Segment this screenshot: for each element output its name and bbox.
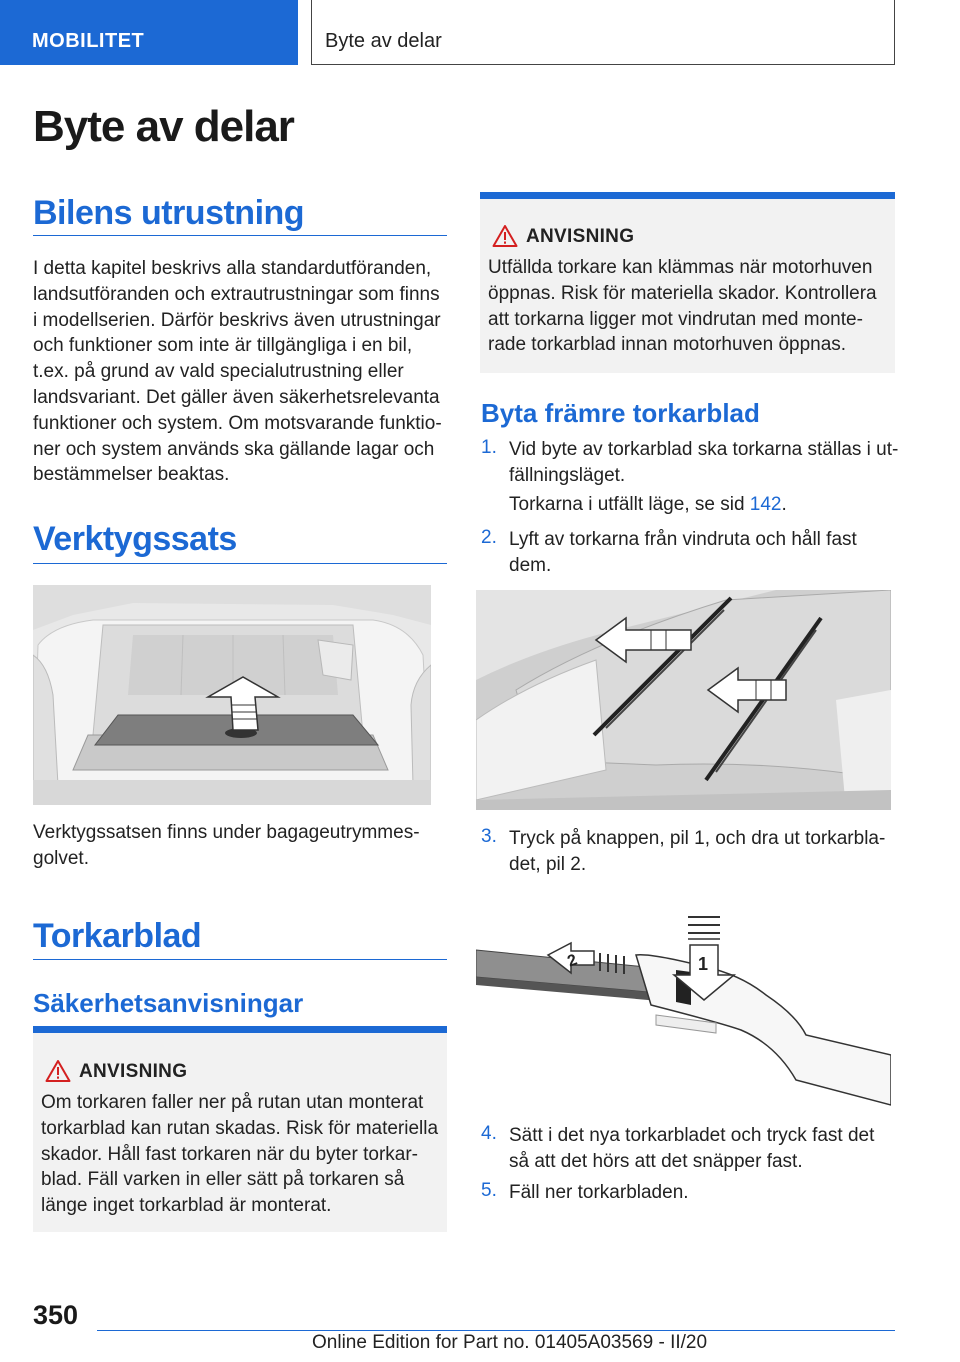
- heading-bilens-utrustning: Bilens utrustning: [33, 194, 305, 232]
- page-link-142[interactable]: 142: [749, 494, 782, 515]
- toolkit-caption: Verktygssatsen finns under bagageutrymmes‐ golvet.: [33, 822, 420, 869]
- heading-verktygssats: Verktygssats: [33, 520, 237, 558]
- heading-torkarblad: Torkarblad: [33, 917, 202, 955]
- warning-box-left: [33, 1026, 447, 1232]
- chapter-title: Byte av delar: [325, 30, 442, 52]
- step-1-note: Torkarna i utfällt läge, se sid 142.: [509, 494, 787, 515]
- footer-rule: [97, 1330, 895, 1331]
- step-3-text: Tryck på knappen, pil 1, och dra ut torkarbla‐ det, pil 2.: [509, 828, 886, 875]
- step-number: 5.: [481, 1180, 497, 1201]
- step-number: 4.: [481, 1123, 497, 1144]
- step-number: 2.: [481, 527, 497, 548]
- step-number: 1.: [481, 437, 497, 458]
- heading-sakerhetsanvisningar: Säkerhetsanvisningar: [33, 988, 304, 1018]
- page-title: Byte av delar: [33, 102, 294, 151]
- rule: [33, 959, 447, 960]
- windshield-wipers-image: [476, 590, 891, 810]
- warning-box-right: [480, 192, 895, 373]
- intro-paragraph: I detta kapitel beskrivs alla standardutföranden, landsutföranden och extrautrustningar som finns i modellserien. Därför beskrivs även utrustningar och funktioner som inte är tillgängliga i en bil, t.ex. på grund av vald specialutrustning eller landsvariant. Det gäller även säkerhetsrelevanta funktioner och system. Om motsvarande funktio‐ ner och system används ska gällande lagar och bestämmelser beaktas.: [33, 258, 442, 486]
- warning-text: Utfällda torkare kan klämmas när motorhuven öppnas. Risk för materiella skador. Kontrollera att torkarna ligger mot vindrutan med monte‐ rade torkarblad innan motorhuven öppnas.: [488, 257, 877, 356]
- warning-triangle-icon: [45, 1059, 71, 1083]
- footer-edition: Online Edition for Part no. 01405A03569 - II/20: [312, 1332, 708, 1353]
- warning-triangle-icon: [492, 224, 518, 248]
- step-1-text: Vid byte av torkarblad ska torkarna ställas i ut‐ fällningsläget.: [509, 439, 899, 486]
- rule: [33, 235, 447, 236]
- rule: [33, 563, 447, 564]
- step-5-text: Fäll ner torkarbladen.: [509, 1182, 689, 1203]
- section-tab[interactable]: MOBILITET: [0, 0, 298, 65]
- page-number: 350: [33, 1300, 79, 1330]
- warning-label: ANVISNING: [79, 1061, 188, 1082]
- warning-label: ANVISNING: [526, 226, 635, 247]
- svg-text:2: 2: [565, 951, 580, 971]
- step-number: 3.: [481, 826, 497, 847]
- wiper-blade-release-image: [476, 905, 891, 1110]
- step-4-text: Sätt i det nya torkarbladet och tryck fast det så att det hörs att det snäpper fast.: [509, 1125, 875, 1172]
- step-2-text: Lyft av torkarna från vindruta och håll fast dem.: [509, 529, 857, 576]
- svg-text:1: 1: [698, 954, 709, 974]
- trunk-toolkit-image: [33, 585, 431, 805]
- warning-text: Om torkaren faller ner på rutan utan monterat torkarblad kan rutan skadas. Risk för materiella skador. Håll fast torkaren när du byter torkar‐ blad. Fäll varken in eller sätt på torkaren så länge inget torkarblad är monterat.: [41, 1092, 439, 1217]
- heading-byta-framre-torkarblad: Byta främre torkarblad: [481, 398, 760, 428]
